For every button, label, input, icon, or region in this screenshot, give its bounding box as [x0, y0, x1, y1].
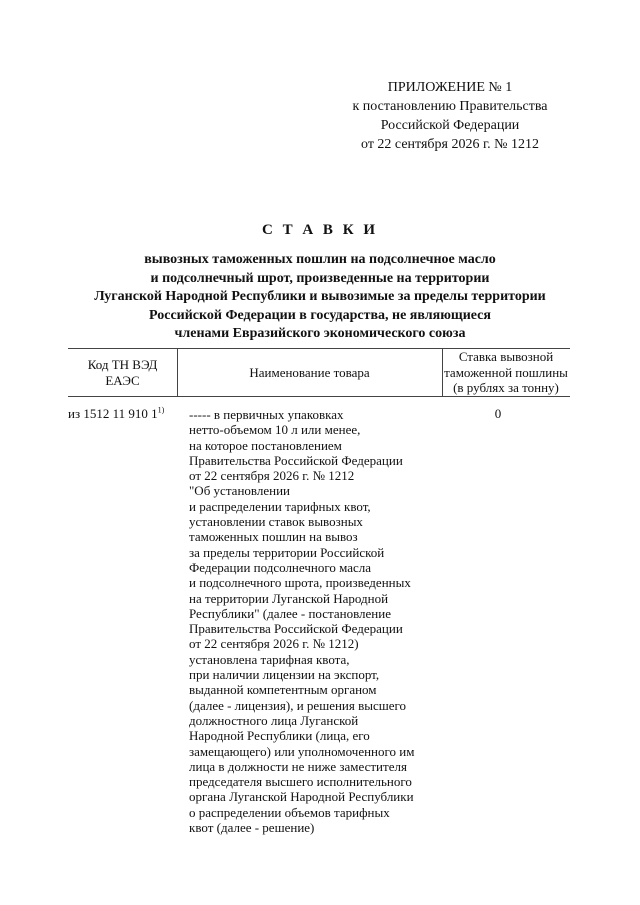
row-name-line: квот (далее - решение): [189, 820, 315, 836]
row-name-line: председателя высшего исполнительного: [189, 774, 412, 790]
row-name-line: ----- в первичных упаковках: [189, 407, 344, 422]
row-name-line: на которое постановлением: [189, 437, 342, 453]
row-name-line: Республики" (далее - постановление: [189, 605, 391, 621]
row-name-line: Федерации подсолнечного масла: [189, 559, 372, 575]
row-name-line: нетто-объемом 10 л или менее,: [189, 422, 361, 438]
row-rate: 0: [494, 406, 502, 421]
table-row-name: [189, 407, 439, 835]
row-name-line: за пределы территории Российской: [189, 544, 385, 560]
row-name-line: от 22 сентября 2026 г. № 1212: [189, 468, 355, 484]
document-title: С Т А В К И: [262, 222, 378, 238]
document-heading: [40, 220, 600, 344]
subtitle-line: вывозных таможенных пошлин на подсолнечное масло: [144, 252, 496, 267]
subtitle-line: и подсолнечный шрот, произведенные на территории: [150, 270, 490, 286]
row-name-line: на территории Луганской Народной: [189, 590, 389, 606]
row-name-line: выданной компетентным органом: [189, 682, 377, 698]
row-name-line: и подсолнечного шрота, произведенных: [189, 575, 411, 591]
row-name-line: установлении ставок вывозных: [189, 514, 363, 530]
row-name-line: органа Луганской Народной Республики: [189, 789, 414, 805]
table-header: [68, 348, 570, 397]
header-rate: [442, 349, 570, 396]
appendix-block: [330, 78, 570, 154]
row-name-line: таможенных пошлин на вывоз: [189, 529, 358, 545]
header-code-line: ЕАЭС: [105, 372, 140, 388]
subtitle-line: членами Евразийского экономического союза: [174, 326, 466, 341]
appendix-title: ПРИЛОЖЕНИЕ № 1: [387, 80, 513, 95]
row-name-line: должностного лица Луганской: [189, 712, 359, 728]
header-rate-line: Ставка вывозной: [458, 349, 554, 365]
row-name-line: (далее - лицензия), и решения высшего: [189, 697, 407, 713]
row-name-line: установлена тарифная квота,: [189, 651, 350, 667]
appendix-line: от 22 сентября 2026 г. № 1212: [361, 137, 539, 152]
header-rate-line: (в рублях за тонну): [453, 380, 559, 396]
row-name-line: Народной Республики (лица, его: [189, 728, 370, 744]
row-name-line: и распределении тарифных квот,: [189, 498, 371, 514]
row-name-line: о распределении объемов тарифных: [189, 804, 390, 820]
row-name-line: лица в должности не ниже заместителя: [189, 758, 407, 774]
document-subtitle: [40, 251, 600, 344]
row-name-line: от 22 сентября 2026 г. № 1212): [189, 636, 359, 652]
row-name-line: Правительства Российской Федерации: [189, 621, 403, 637]
table-row-code: [68, 406, 180, 422]
subtitle-line: Луганской Народной Республики и вывозимые за пределы территории: [94, 289, 546, 304]
appendix-line: к постановлению Правительства: [352, 99, 548, 114]
row-name-line: при наличии лицензии на экспорт,: [189, 667, 380, 683]
header-name: [177, 349, 443, 396]
appendix-line: Российской Федерации: [380, 118, 520, 133]
table-row-rate: [468, 406, 528, 422]
header-code-line: Код ТН ВЭД: [87, 357, 158, 372]
row-name-line: замещающего) или уполномоченного им: [189, 743, 415, 759]
header-name-line: Наименование товара: [249, 364, 370, 380]
subtitle-line: Российской Федерации в государства, не являющиеся: [149, 307, 491, 323]
row-code-footnote: 1): [157, 405, 165, 415]
row-name-line: "Об установлении: [189, 483, 290, 499]
header-rate-line: таможенной пошлины: [444, 364, 568, 380]
row-name-line: Правительства Российской Федерации: [189, 452, 403, 468]
header-code: [68, 349, 178, 396]
row-code: из 1512 11 910 1: [68, 406, 158, 421]
